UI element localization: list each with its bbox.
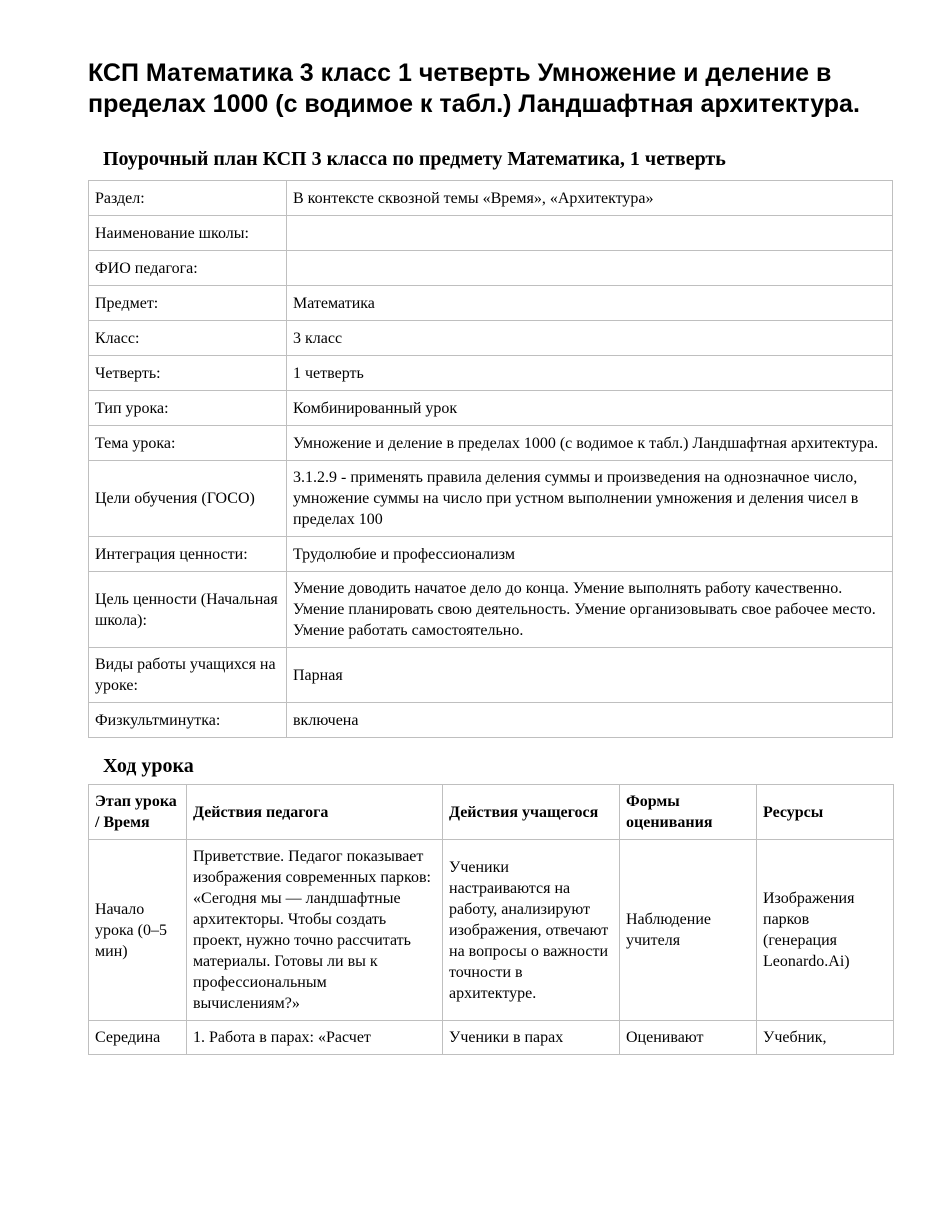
info-row xyxy=(89,426,893,461)
info-label: Тема урока: xyxy=(89,426,287,461)
document-page xyxy=(88,0,893,1055)
info-value: Комбинированный урок xyxy=(287,391,893,426)
info-value: Трудолюбие и профессионализм xyxy=(287,537,893,572)
info-label: Физкультминутка: xyxy=(89,703,287,738)
info-value: Парная xyxy=(287,648,893,703)
info-row xyxy=(89,537,893,572)
info-row xyxy=(89,216,893,251)
info-row xyxy=(89,648,893,703)
info-value: 3.1.2.9 - применять правила деления суммы и произведения на однозначное число, умножение суммы на число при устном выполнении умножения и деления чисел в пределах 100 xyxy=(287,461,893,537)
assessment-cell: Оценивают xyxy=(620,1021,757,1055)
info-label: Тип урока: xyxy=(89,391,287,426)
info-value: 3 класс xyxy=(287,321,893,356)
info-value: 1 четверть xyxy=(287,356,893,391)
info-label: Раздел: xyxy=(89,181,287,216)
info-value: В контексте сквозной темы «Время», «Архитектура» xyxy=(287,181,893,216)
info-label: Наименование школы: xyxy=(89,216,287,251)
resources-cell: Учебник, xyxy=(757,1021,894,1055)
lesson-header-row xyxy=(89,785,894,840)
info-value: Математика xyxy=(287,286,893,321)
header-teacher-actions: Действия педагога xyxy=(187,785,443,840)
lesson-progress-title: Ход урока xyxy=(103,755,194,777)
info-row xyxy=(89,286,893,321)
info-label: Виды работы учащихся на уроке: xyxy=(89,648,287,703)
info-label: Цель ценности (Начальная школа): xyxy=(89,572,287,648)
info-label: Предмет: xyxy=(89,286,287,321)
info-row xyxy=(89,461,893,537)
header-stage: Этап урока / Время xyxy=(89,785,187,840)
info-label: Интеграция ценности: xyxy=(89,537,287,572)
info-row xyxy=(89,181,893,216)
info-label: ФИО педагога: xyxy=(89,251,287,286)
header-assessment: Формы оценивания xyxy=(620,785,757,840)
lesson-row xyxy=(89,1021,894,1055)
lesson-progress-table xyxy=(88,784,894,1055)
teacher-actions-cell: Приветствие. Педагог показывает изображения современных парков: «Сегодня мы — ландшафтные архитекторы. Чтобы создать проект, нужно точно рассчитать материалы. Готовы ли вы к профессиональным вычислениям?» xyxy=(187,840,443,1021)
lesson-stage-cell: Начало урока (0–5 мин) xyxy=(89,840,187,1021)
student-actions-cell: Ученики настраиваются на работу, анализируют изображения, отвечают на вопросы о важности точности в архитектуре. xyxy=(443,840,620,1021)
info-value: включена xyxy=(287,703,893,738)
lesson-row xyxy=(89,840,894,1021)
student-actions-cell: Ученики в парах xyxy=(443,1021,620,1055)
info-row xyxy=(89,251,893,286)
info-label: Цели обучения (ГОСО) xyxy=(89,461,287,537)
info-label: Четверть: xyxy=(89,356,287,391)
plan-title: Поурочный план КСП 3 класса по предмету Математика, 1 четверть xyxy=(103,148,726,170)
header-student-actions: Действия учащегося xyxy=(443,785,620,840)
lesson-stage-cell: Середина xyxy=(89,1021,187,1055)
info-row xyxy=(89,321,893,356)
teacher-actions-cell: 1. Работа в парах: «Расчет xyxy=(187,1021,443,1055)
header-resources: Ресурсы xyxy=(757,785,894,840)
info-row xyxy=(89,572,893,648)
info-row xyxy=(89,356,893,391)
lesson-info-table xyxy=(88,180,893,738)
info-row xyxy=(89,391,893,426)
resources-cell: Изображения парков (генерация Leonardo.Ai) xyxy=(757,840,894,1021)
info-value: Умножение и деление в пределах 1000 (с водимое к табл.) Ландшафтная архитектура. xyxy=(287,426,893,461)
info-row xyxy=(89,703,893,738)
info-value: Умение доводить начатое дело до конца. Умение выполнять работу качественно. Умение планировать свою деятельность. Умение организовывать свое рабочее место. Умение работать самостоятельно. xyxy=(287,572,893,648)
document-title: КСП Математика 3 класс 1 четверть Умножение и деление в пределах 1000 (с водимое к табл.) Ландшафтная архитектура. xyxy=(88,59,860,118)
info-value xyxy=(287,251,893,286)
info-value xyxy=(287,216,893,251)
info-label: Класс: xyxy=(89,321,287,356)
assessment-cell: Наблюдение учителя xyxy=(620,840,757,1021)
